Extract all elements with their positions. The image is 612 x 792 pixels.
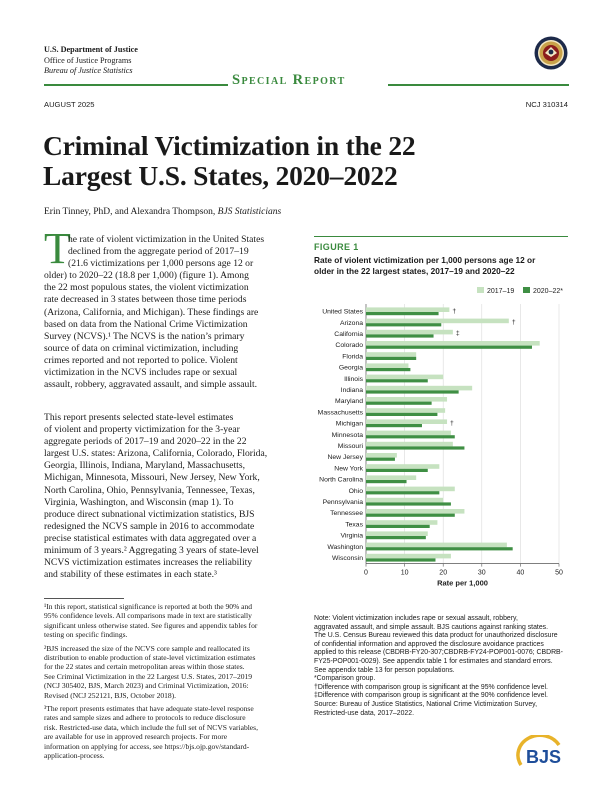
ncj-number: NCJ 310314 xyxy=(525,100,568,109)
footnote-line: ³The report presents estimates that have adequate state-level response xyxy=(44,704,254,714)
author-role: BJS Statisticians xyxy=(217,207,282,217)
figure-top-rule xyxy=(314,236,568,237)
text-line: the 22 most populous states, the violent victimization xyxy=(44,282,249,294)
text-line: victimization in the NCVS includes rape or sexual xyxy=(44,367,238,379)
bar-2020-22 xyxy=(366,458,395,461)
footnote-line: information on applying for access, see https://bjs.ojp.gov/standard- xyxy=(44,741,250,751)
bar-2020-22 xyxy=(366,413,437,416)
bar-2017-19 xyxy=(366,453,397,458)
significance-mark: † xyxy=(511,319,516,326)
bar-2020-22 xyxy=(366,424,422,427)
bar-2017-19 xyxy=(366,375,443,380)
text-line: Michigan, Minnesota, Missouri, New Jersey, New York, xyxy=(44,472,260,484)
footnote-line: ²BJS increased the size of the NCVS core sample and reallocated its xyxy=(44,643,250,653)
text-line: (Arizona, California, and Michigan). These findings are xyxy=(44,306,259,318)
bar-2017-19 xyxy=(366,408,445,413)
footnote-line: 95% confidence levels. All comparisons made in text are statistically xyxy=(44,611,252,621)
category-label: Colorado xyxy=(335,342,363,350)
category-label: New Jersey xyxy=(327,454,363,462)
bar-2020-22 xyxy=(366,446,464,449)
category-label: Maryland xyxy=(335,398,363,406)
footnote-line: are available for use in approved research projects. For more xyxy=(44,732,228,742)
bar-2017-19 xyxy=(366,330,453,335)
footnote xyxy=(44,704,306,760)
x-tick-label: 0 xyxy=(364,569,368,577)
bar-2017-19 xyxy=(366,531,428,536)
bar-2020-22 xyxy=(366,514,455,517)
bar-2017-19 xyxy=(366,487,455,492)
figure-note-line: *Comparison group. xyxy=(314,675,376,683)
category-label: Pennsylvania xyxy=(322,499,363,506)
category-label: Washington xyxy=(327,543,363,551)
bar-2020-22 xyxy=(366,357,416,360)
category-label: Minnesota xyxy=(331,431,363,439)
category-label: Arizona xyxy=(339,319,363,327)
text-line: produce direct subnational victimization statistics, BJS xyxy=(44,508,255,520)
text-line: precise statistical estimates with data aggregated over a xyxy=(44,532,257,544)
significance-mark: † xyxy=(450,419,454,427)
bar-2020-22 xyxy=(366,469,428,472)
x-tick-label: 50 xyxy=(555,569,563,577)
bar-2020-22 xyxy=(366,402,432,405)
bar-2017-19 xyxy=(366,419,447,424)
figure-note-line: Restricted-use data, 2017–2022. xyxy=(314,709,414,717)
footnote-line: significant unless otherwise stated. See figures and appendix tables for xyxy=(44,620,258,630)
text-line: aggregate periods of 2017–19 and 2020–22 in the 22 xyxy=(44,436,247,448)
x-axis-title: Rate per 1,000 xyxy=(437,578,488,588)
footnote xyxy=(44,644,306,700)
text-line: he rate of violent victimization in the United States xyxy=(68,234,265,245)
bar-2020-22 xyxy=(366,558,435,561)
bar-2020-22 xyxy=(366,334,434,337)
agency-name: U.S. Department of Justice xyxy=(44,45,138,54)
figure-note-line: The U.S. Census Bureau reviewed this data product for unauthorized disclosure xyxy=(314,632,558,640)
bureau-name: Bureau of Justice Statistics xyxy=(44,66,133,75)
bar-2017-19 xyxy=(366,520,437,525)
text-line: older) to 2020–22 (18.8 per 1,000) (figure 1). Among xyxy=(44,270,249,282)
text-line: North Carolina, Ohio, Pennsylvania, Tennessee, Texas, xyxy=(44,484,255,496)
bar-2020-22 xyxy=(366,390,459,393)
publication-date: AUGUST 2025 xyxy=(44,100,95,109)
bar-2020-22 xyxy=(366,346,532,349)
series-label: Special Report xyxy=(232,72,346,88)
footnote-line: for the 22 states and certain metropolitan areas within those states. xyxy=(44,662,245,672)
legend-label: 2020–22* xyxy=(533,288,563,295)
text-line: and stability of these estimates in each state.³ xyxy=(44,569,217,581)
text-line: assault, robbery, aggravated assault, and simple assault. xyxy=(44,379,258,391)
bar-2017-19 xyxy=(366,341,540,346)
category-label: Wisconsin xyxy=(332,555,363,562)
bar-2017-19 xyxy=(366,509,464,514)
figure-note-line: Note: Violent victimization includes rape or sexual assault, robbery, xyxy=(314,615,518,622)
text-line: of violent and property victimization for the 3-year xyxy=(44,424,240,436)
footnote-line: Revised (NCJ 252121, BJS, October 2018). xyxy=(44,690,177,700)
text-line: Virginia, Washington, and Wisconsin (map 1). To xyxy=(44,496,234,508)
bar-2020-22 xyxy=(366,480,407,483)
authors xyxy=(44,207,281,217)
category-label: Michigan xyxy=(335,420,363,428)
category-label: Texas xyxy=(345,521,363,529)
bar-2017-19 xyxy=(366,442,453,447)
text-line: largest U.S. states: Arizona, California, Colorado, Florida, xyxy=(44,448,268,460)
bjs-logo-icon xyxy=(515,735,571,775)
category-label: North Carolina xyxy=(319,476,363,484)
footnote-line: risk. Restricted-use data, which include the full set of NCVS variables, xyxy=(44,722,258,732)
figure-note-line: aggravated assault, and simple assault. BJS cautions against ranking states. xyxy=(314,623,549,631)
x-tick-label: 20 xyxy=(439,569,448,577)
bar-2017-19 xyxy=(366,554,451,559)
category-label: United States xyxy=(322,308,363,316)
footnote-line: application-process. xyxy=(44,751,105,761)
footnote-rule xyxy=(44,598,124,599)
bar-2017-19 xyxy=(366,464,439,469)
category-label: Virginia xyxy=(340,532,363,540)
figure-note-line: †Difference with comparison group is significant at the 95% confidence level. xyxy=(314,683,548,691)
text-line: NCVS victimization estimates increases the reliability xyxy=(44,557,253,569)
figure-title-line: older in the 22 largest states, 2017–19 and 2020–22 xyxy=(314,266,515,276)
figure-notes xyxy=(314,615,570,718)
bar-2020-22 xyxy=(366,536,426,539)
figure-note-line: of confidential information and approved the disclosure avoidance practices xyxy=(314,640,544,648)
doj-seal-icon xyxy=(534,36,568,70)
page-title-line-1: Criminal Victimization in the 22 xyxy=(43,130,416,161)
legend-label: 2017–19 xyxy=(487,288,515,295)
category-label: Florida xyxy=(342,353,363,361)
text-line: (21.6 victimizations per 1,000 persons age 12 or xyxy=(68,258,254,270)
figure-note-line: Source: Bureau of Justice Statistics, National Crime Victimization Survey, xyxy=(314,700,538,708)
bar-2020-22 xyxy=(366,312,439,315)
x-tick-label: 40 xyxy=(516,569,525,577)
category-label: Tennessee xyxy=(330,510,363,518)
footnotes xyxy=(44,602,306,765)
category-label: Indiana xyxy=(340,387,363,394)
author-names: Erin Tinney, PhD, and Alexandra Thompson, xyxy=(44,207,216,217)
category-label: Ohio xyxy=(348,487,363,495)
second-paragraph xyxy=(44,412,302,581)
bar-2020-22 xyxy=(366,435,455,438)
text-line: rate decreased in 3 states between those time periods xyxy=(44,294,247,306)
category-label: Georgia xyxy=(338,364,363,372)
text-line: Survey (NCVS).¹ The NCVS is the nation’s primary xyxy=(44,330,245,342)
bar-2017-19 xyxy=(366,307,449,312)
bar-2017-19 xyxy=(366,475,416,480)
figure-title xyxy=(314,255,535,277)
footnote-line: rates and sample sizes and adhere to protocols to reduce disclosure xyxy=(44,713,246,723)
figure-1-chart xyxy=(306,280,572,612)
figure-note-line: See appendix table 13 for person populations. xyxy=(314,666,455,674)
page-title-line-2: Largest U.S. States, 2020–2022 xyxy=(43,160,398,191)
bar-2020-22 xyxy=(366,491,439,494)
office-name: Office of Justice Programs xyxy=(44,55,132,65)
text-line: This report presents selected state-level estimates xyxy=(44,412,234,423)
drop-cap: T xyxy=(44,224,71,273)
text-line: declined from the aggregate period of 2017–19 xyxy=(68,246,249,258)
significance-mark: ‡ xyxy=(455,330,460,338)
bar-2020-22 xyxy=(366,525,430,528)
significance-mark: † xyxy=(452,307,457,315)
category-label: Massachusetts xyxy=(317,409,363,417)
category-label: Missouri xyxy=(337,443,363,450)
bar-2020-22 xyxy=(366,323,441,326)
text-line: source of data on criminal victimization, including xyxy=(44,342,239,354)
intro-paragraph xyxy=(44,234,302,391)
footnote-line: testing on specific findings. xyxy=(44,630,128,640)
bar-2020-22 xyxy=(366,379,428,382)
category-label: Illinois xyxy=(344,375,363,383)
legend-swatch-2017-19 xyxy=(477,287,484,293)
text-line: crimes reported and not reported to police. Violent xyxy=(44,354,238,366)
x-tick-label: 30 xyxy=(477,569,486,577)
text-line: Georgia, Illinois, Indiana, Maryland, Massachusetts, xyxy=(44,460,245,472)
footnote xyxy=(44,602,306,640)
bar-2017-19 xyxy=(366,352,416,357)
footnote-line: distribution to enable production of state-level victimization estimates xyxy=(44,653,256,663)
bjs-logo-text: BJS xyxy=(526,747,562,767)
bar-2020-22 xyxy=(366,547,513,550)
text-line: minimum of 3 years.² Aggregating 3 years of state-level xyxy=(44,545,259,557)
figure-note-line: ‡Difference with comparison group is significant at the 90% confidence level. xyxy=(314,692,548,700)
figure-label: FIGURE 1 xyxy=(314,242,359,252)
footnote-line: (NCJ 305402, BJS, March 2023) and Criminal Victimization, 2016: xyxy=(44,681,249,691)
figure-title-line: Rate of violent victimization per 1,000 persons age 12 or xyxy=(314,255,536,265)
figure-note-line: applied to this release (CBDRB-FY20-307;CBDRB-FY24-POP001-0076; CBDRB- xyxy=(314,649,563,657)
figure-note-line: FY25-POP001-0029). See appendix table 1 for estimates and standard errors. xyxy=(314,657,553,665)
bar-2017-19 xyxy=(366,397,447,402)
legend-swatch-2020-22 xyxy=(523,287,530,293)
bar-2020-22 xyxy=(366,502,451,505)
bar-2017-19 xyxy=(366,543,507,548)
x-tick-label: 10 xyxy=(400,569,409,577)
bar-2017-19 xyxy=(366,386,472,391)
category-label: New York xyxy=(334,465,363,473)
footnote-line: See Criminal Victimization in the 22 Largest U.S. States, 2017–2019 xyxy=(44,671,253,681)
text-line: based on data from the National Crime Victimization xyxy=(44,318,248,330)
bar-2017-19 xyxy=(366,498,443,503)
text-line: redesigned the NCVS sample in 2016 to accommodate xyxy=(44,520,255,532)
category-label: California xyxy=(334,331,363,338)
bar-2017-19 xyxy=(366,319,509,324)
bar-2017-19 xyxy=(366,431,451,436)
footnote-line: ¹In this report, statistical significance is reported at both the 90% and xyxy=(44,602,253,611)
bar-2020-22 xyxy=(366,368,410,371)
bar-2017-19 xyxy=(366,363,408,368)
